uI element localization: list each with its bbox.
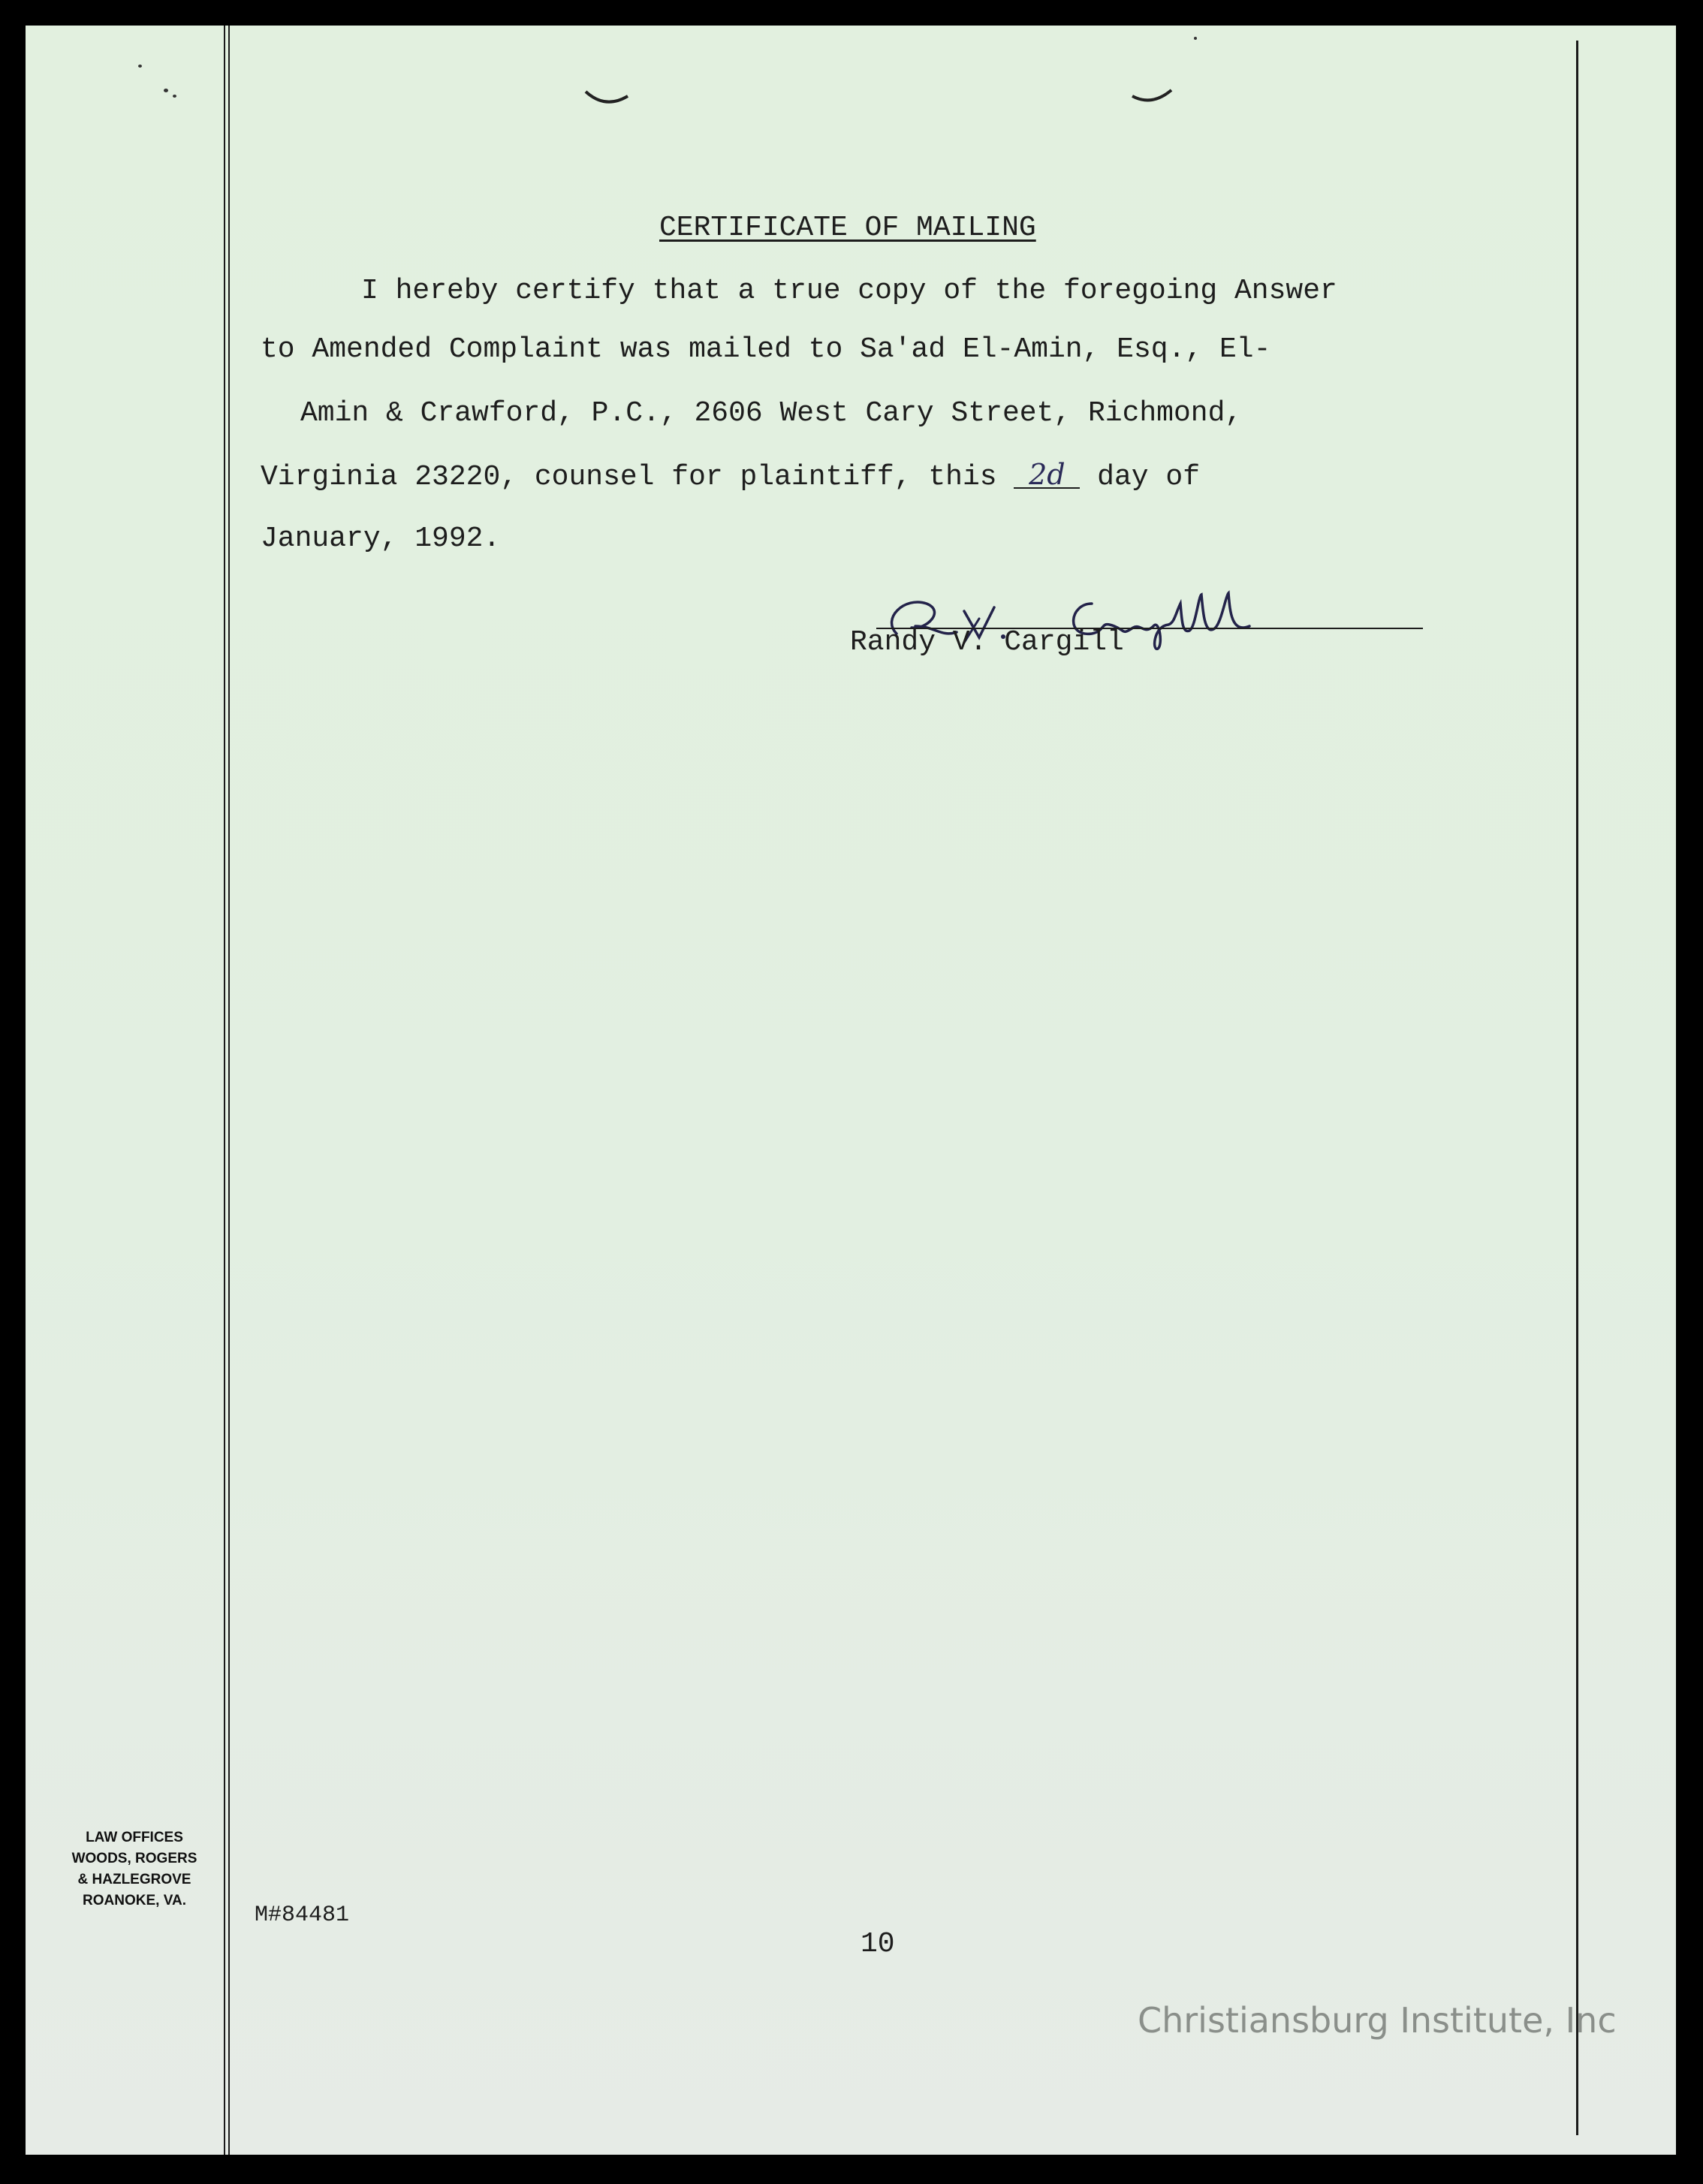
page-number: 10: [861, 1928, 895, 1960]
firm-line-1: LAW OFFICES: [86, 1830, 183, 1845]
scan-speck: [164, 89, 168, 92]
right-margin-rule: [1576, 41, 1578, 2135]
scan-speck: [138, 65, 142, 68]
certificate-title: CERTIFICATE OF MAILING: [659, 212, 1036, 244]
body-line-4: [261, 458, 1201, 493]
punch-mark-right: [1129, 87, 1182, 110]
body-line-5: January, 1992.: [261, 523, 501, 555]
punch-mark-left: [583, 87, 635, 110]
document-page: [26, 26, 1676, 2155]
scan-speck: [173, 95, 176, 98]
watermark: Christiansburg Institute, Inc: [1138, 2000, 1617, 2041]
body-line-4-start: Virginia 23220, counsel for plaintiff, this: [261, 461, 1014, 493]
body-line-3: Amin & Crawford, P.C., 2606 West Cary Street, Richmond,: [300, 397, 1243, 429]
firm-line-3: & HAZLEGROVE: [77, 1872, 191, 1887]
law-firm-block: [56, 1827, 213, 1911]
signer-name: Randy V. Cargill: [850, 626, 1124, 658]
body-line-1: I hereby certify that a true copy of the foregoing Answer: [361, 275, 1337, 307]
file-number: M#84481: [255, 1902, 350, 1928]
firm-line-4: ROANOKE, VA.: [83, 1893, 186, 1908]
scan-speck: [1194, 37, 1197, 40]
body-line-2: to Amended Complaint was mailed to Sa'ad El-Amin, Esq., El-: [261, 333, 1271, 366]
firm-line-2: WOODS, ROGERS: [71, 1851, 197, 1866]
handwritten-day: 2d: [1014, 462, 1080, 489]
left-margin-rule: [224, 26, 230, 2155]
body-line-4-end: day of: [1080, 461, 1201, 493]
